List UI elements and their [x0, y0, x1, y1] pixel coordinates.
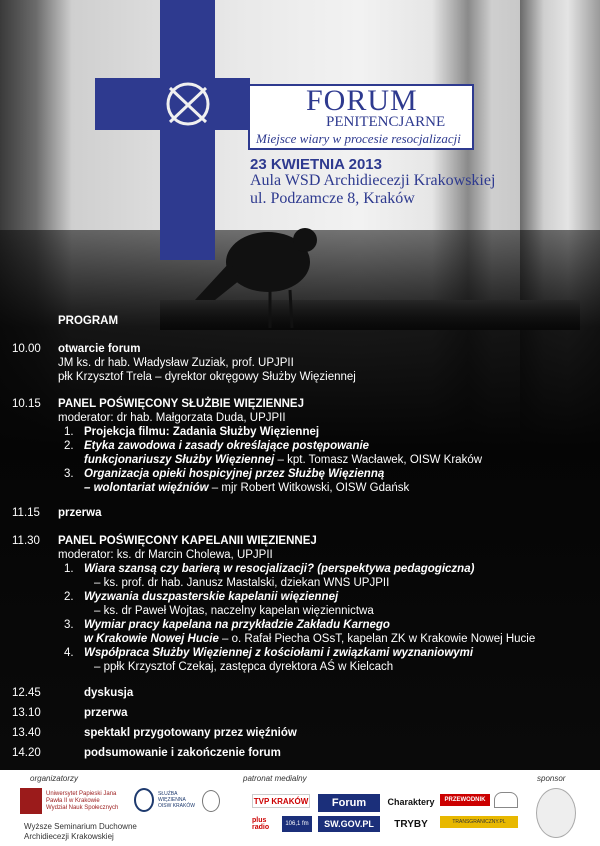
item-speaker: – o. Rafał Piecha OSsT, kapelan ZK w Krakowie Nowej Hucie	[218, 633, 536, 645]
time-10-00: 10.00	[12, 343, 41, 355]
seminary-line-1: Wyższe Seminarium Duchowne	[24, 822, 137, 831]
item-number: 4.	[64, 647, 74, 659]
venue-line-2: ul. Podzamcze 8, Kraków	[250, 190, 415, 207]
item-speaker: – kpt. Tomasz Wacławek, OISW Kraków	[274, 454, 483, 466]
forum-media-logo: Forum	[318, 794, 380, 812]
item-title: Współpraca Służby Więziennej z kościołami i związkami wyznaniowymi	[84, 647, 474, 659]
item-title: Wymiar pracy kapelana na przykładzie Zakładu Karnego	[84, 619, 390, 631]
seminary-seal-icon	[202, 790, 220, 812]
forum-subtitle: PENITENCJARNE	[326, 114, 446, 130]
time-11-15: 11.15	[12, 507, 40, 519]
item-line	[84, 454, 482, 466]
venue-line-1: Aula WSD Archidiecezji Krakowskiej	[250, 172, 496, 189]
item-number: 2.	[64, 591, 74, 603]
university-logo-text: Uniwersytet Papieski Jana Pawła II w Krakowie Wydział Nauk Społecznych	[46, 790, 119, 811]
item-number: 1.	[64, 563, 74, 575]
item-line	[84, 633, 535, 645]
sponsor-label: sponsor	[537, 774, 566, 783]
moderator: moderator: dr hab. Małgorzata Duda, UPJPII	[58, 412, 286, 424]
item-title: Projekcja filmu: Zadania Służby Więziennej	[84, 426, 320, 438]
session-title: dyskusja	[84, 687, 134, 699]
item-number: 3.	[64, 619, 74, 631]
time-11-30: 11.30	[12, 535, 40, 547]
forum-title: FORUM	[306, 84, 418, 117]
time-13-40: 13.40	[12, 727, 41, 739]
tvp-logo: TVP KRAKÓW	[252, 794, 310, 808]
item-number: 1.	[64, 426, 74, 438]
forum-motto: Miejsce wiary w procesie resocjalizacji	[256, 131, 461, 146]
session-title: PANEL POŚWIĘCONY KAPELANII WIĘZIENNEJ	[58, 535, 317, 547]
footer	[0, 770, 600, 846]
session-title: spektakl przygotowany przez więźniów	[84, 727, 297, 739]
item-title: w Krakowie Nowej Hucie	[84, 633, 219, 645]
item-title: Wiara szansą czy barierą w resocjalizacji? (perspektywa pedagogiczna)	[84, 563, 475, 575]
cross-horizontal	[95, 78, 250, 130]
moderator: moderator: ks. dr Marcin Cholewa, UPJPII	[58, 549, 273, 561]
university-crest-icon	[20, 788, 42, 814]
item-title: funkcjonariuszy Służby Więziennej	[84, 454, 275, 466]
item-title: Wyzwania duszpasterskie kapelanii więziennej	[84, 591, 339, 603]
prison-service-logo-text: SŁUŻBA WIĘZIENNA OISW KRAKÓW	[158, 791, 195, 809]
sw-gov-logo: SW.GOV.PL	[318, 816, 380, 832]
item-title: Etyka zawodowa i zasady określające postępowanie	[84, 440, 370, 452]
item-line	[84, 482, 409, 494]
charaktery-logo: Charaktery	[387, 797, 435, 807]
item-speaker: – ppłk Krzysztof Czekaj, zastępca dyrektora AŚ w Kielcach	[94, 661, 394, 673]
item-speaker: – mjr Robert Witkowski, OISW Gdańsk	[208, 482, 410, 494]
session-title: przerwa	[58, 507, 102, 519]
session-title: podsumowanie i zakończenie forum	[84, 747, 281, 759]
tryby-logo: TRYBY	[394, 818, 428, 830]
session-title: PANEL POŚWIĘCONY SŁUŻBIE WIĘZIENNEJ	[58, 398, 305, 410]
sponsor-seal-icon	[536, 788, 576, 838]
session-title: przerwa	[84, 707, 128, 719]
event-date: 23 KWIETNIA 2013	[250, 156, 382, 173]
media-label: patronat medialny	[243, 774, 307, 783]
item-speaker: – ks. prof. dr hab. Janusz Mastalski, dziekan WNS UPJPII	[94, 577, 390, 589]
time-13-10: 13.10	[12, 707, 41, 719]
radio-arc-icon	[494, 792, 518, 808]
item-title: – wolontariat więźniów	[84, 482, 209, 494]
plus-radio-logo: plus radio	[252, 817, 270, 831]
fm-logo: 106,1 fm	[282, 816, 312, 832]
organizers-label: organizatorzy	[30, 774, 79, 783]
item-number: 2.	[64, 440, 74, 452]
time-14-20: 14.20	[12, 747, 41, 759]
seminary-line-2: Archidiecezji Krakowskiej	[24, 832, 114, 841]
session-line: płk Krzysztof Trela – dyrektor okręgowy Służby Więziennej	[58, 371, 356, 383]
time-12-45: 12.45	[12, 687, 41, 699]
session-title: otwarcie forum	[58, 343, 141, 355]
przewodnik-logo: PRZEWODNIK	[440, 794, 490, 806]
transgraniczny-logo: TRANSGRANICZNY.PL	[440, 816, 518, 828]
item-title: Organizacja opieki hospicyjnej przez Służbę Więzienną	[84, 468, 385, 480]
item-speaker: – ks. dr Paweł Wojtas, naczelny kapelan więziennictwa	[94, 605, 374, 617]
session-line: JM ks. dr hab. Władysław Zuziak, prof. UPJPII	[58, 357, 294, 369]
program-heading: PROGRAM	[58, 315, 119, 327]
prison-service-emblem-icon	[134, 788, 154, 812]
item-number: 3.	[64, 468, 74, 480]
time-10-15: 10.15	[12, 398, 41, 410]
